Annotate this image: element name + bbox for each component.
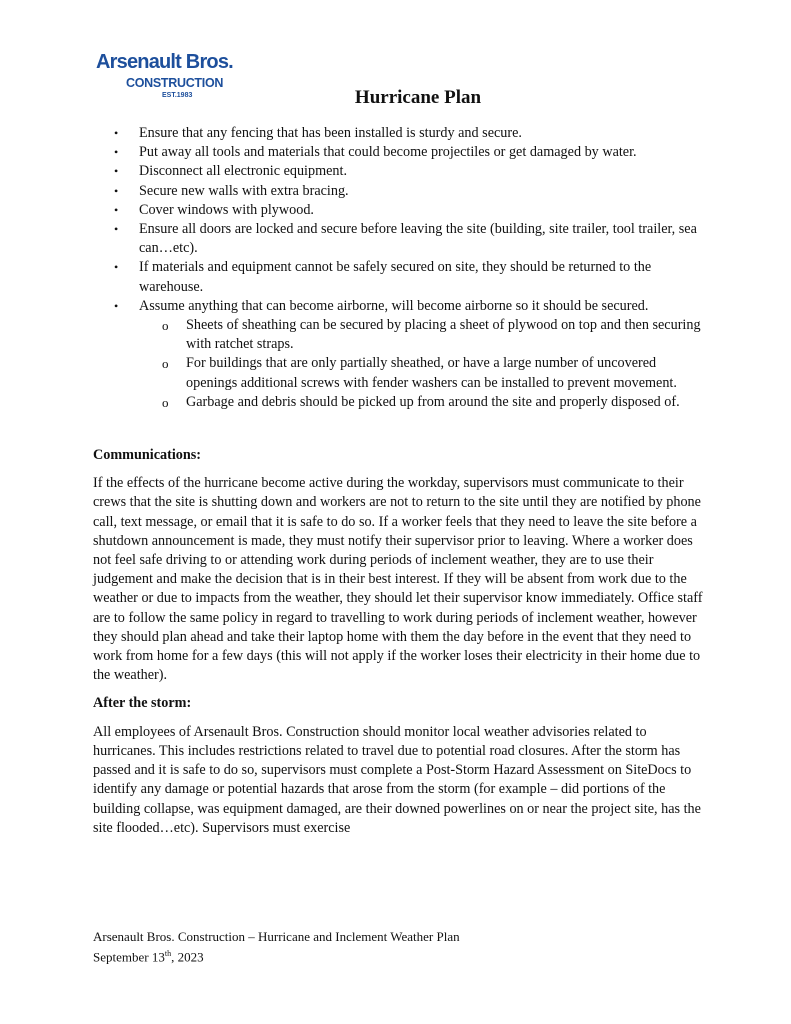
sub-bullet-marker: o — [162, 394, 169, 410]
sub-bullet-marker: o — [162, 318, 169, 334]
after-storm-heading: After the storm: — [93, 695, 192, 712]
bullet-marker: • — [114, 202, 119, 217]
logo-subtitle: CONSTRUCTION — [126, 76, 224, 90]
footer-date: September 13th, 2023 — [93, 949, 204, 965]
sub-list — [139, 316, 703, 412]
bullet-marker: • — [114, 126, 119, 140]
logo-established: EST.1983 — [162, 92, 193, 99]
sub-list-item — [139, 354, 703, 392]
communications-paragraph: If the effects of the hurricane become active during the workday, supervisors must communicate to their crews that the site is shutting down and workers are not to return to the site until they are notified by phone call, text message, or email that it is safe to do so. If a worker feels that they need to leave the site before a shutdown announcement is made, they must notify their supervisor prior to leaving. Where a worker does not feel safe driving to or attending work during periods of inclement weather, they are to use their judgement and make the decision that is in their best interest. If they will be absent from work due to the weather or due to impacts from the weather, they should let their supervisor know immediately. Office staff are to follow the same policy in regard to travelling to work during periods of inclement weather, however they should plan ahead and take their laptop home with them the day before in the event that they need to work from home for a few days (this will not apply if the worker loses their electricity in their home due to the weather). — [93, 475, 703, 684]
document-body — [93, 124, 703, 838]
list-item-text: Put away all tools and materials that could become projectiles or get damaged by water. — [139, 144, 637, 161]
list-item-text: Secure new walls with extra bracing. — [139, 182, 349, 199]
bullet-marker: • — [114, 260, 119, 275]
page-title: Hurricane Plan — [354, 87, 482, 108]
footer-document-title: Arsenault Bros. Construction – Hurricane and Inclement Weather Plan — [93, 929, 460, 944]
logo-brand-name: Arsenault Bros. — [96, 51, 233, 73]
sub-list-item-text: For buildings that are only partially sheathed, or have a large number of uncovered openings additional screws with fender washers can be installed to prevent movement. — [186, 355, 677, 391]
after-storm-paragraph: All employees of Arsenault Bros. Construction should monitor local weather advisories related to hurricanes. This includes restrictions related to travel due to potential road closures. After the storm has passed and it is safe to do so, supervisors must complete a Post-Storm Hazard Assessment on SiteDocs to identify any damage or potential hazards that arose from the storm (for example – did portions of the building collapse, was equipment damaged, are their downed powerlines on or near the project site, has the site flooded…etc). Supervisors must exercise — [93, 723, 701, 836]
bullet-marker: • — [114, 164, 119, 179]
sub-list-item — [139, 393, 703, 412]
sub-list-item-text: Garbage and debris should be picked up from around the site and properly disposed of. — [186, 393, 680, 410]
list-item — [93, 220, 703, 258]
bullet-marker: • — [114, 183, 119, 198]
list-item — [93, 143, 703, 162]
sub-bullet-marker: o — [162, 356, 169, 372]
bullet-marker: • — [114, 222, 119, 237]
list-item — [93, 162, 703, 181]
list-item — [93, 124, 703, 143]
communications-heading: Communications: — [93, 447, 201, 464]
list-item-text: If materials and equipment cannot be safely secured on site, they should be returned to the warehouse. — [139, 259, 652, 295]
sub-list-item — [139, 316, 703, 354]
list-item — [93, 258, 703, 296]
list-item-text: Cover windows with plywood. — [139, 201, 314, 218]
sub-list-item-text: Sheets of sheathing can be secured by placing a sheet of plywood on top and then securing with ratchet straps. — [186, 317, 701, 353]
precautions-list — [93, 124, 703, 412]
bullet-marker: • — [114, 145, 119, 160]
list-item — [93, 201, 703, 220]
page-footer — [93, 928, 460, 965]
list-item-text: Assume anything that can become airborne, will become airborne so it should be secured. — [139, 297, 649, 314]
list-item-text: Ensure all doors are locked and secure before leaving the site (building, site trailer, tool trailer, sea can…etc). — [139, 221, 697, 257]
list-item — [93, 182, 703, 201]
bullet-marker: • — [114, 298, 119, 313]
list-item-text: Disconnect all electronic equipment. — [139, 163, 348, 180]
list-item — [93, 297, 703, 412]
list-item-text: Ensure that any fencing that has been installed is sturdy and secure. — [139, 125, 522, 141]
